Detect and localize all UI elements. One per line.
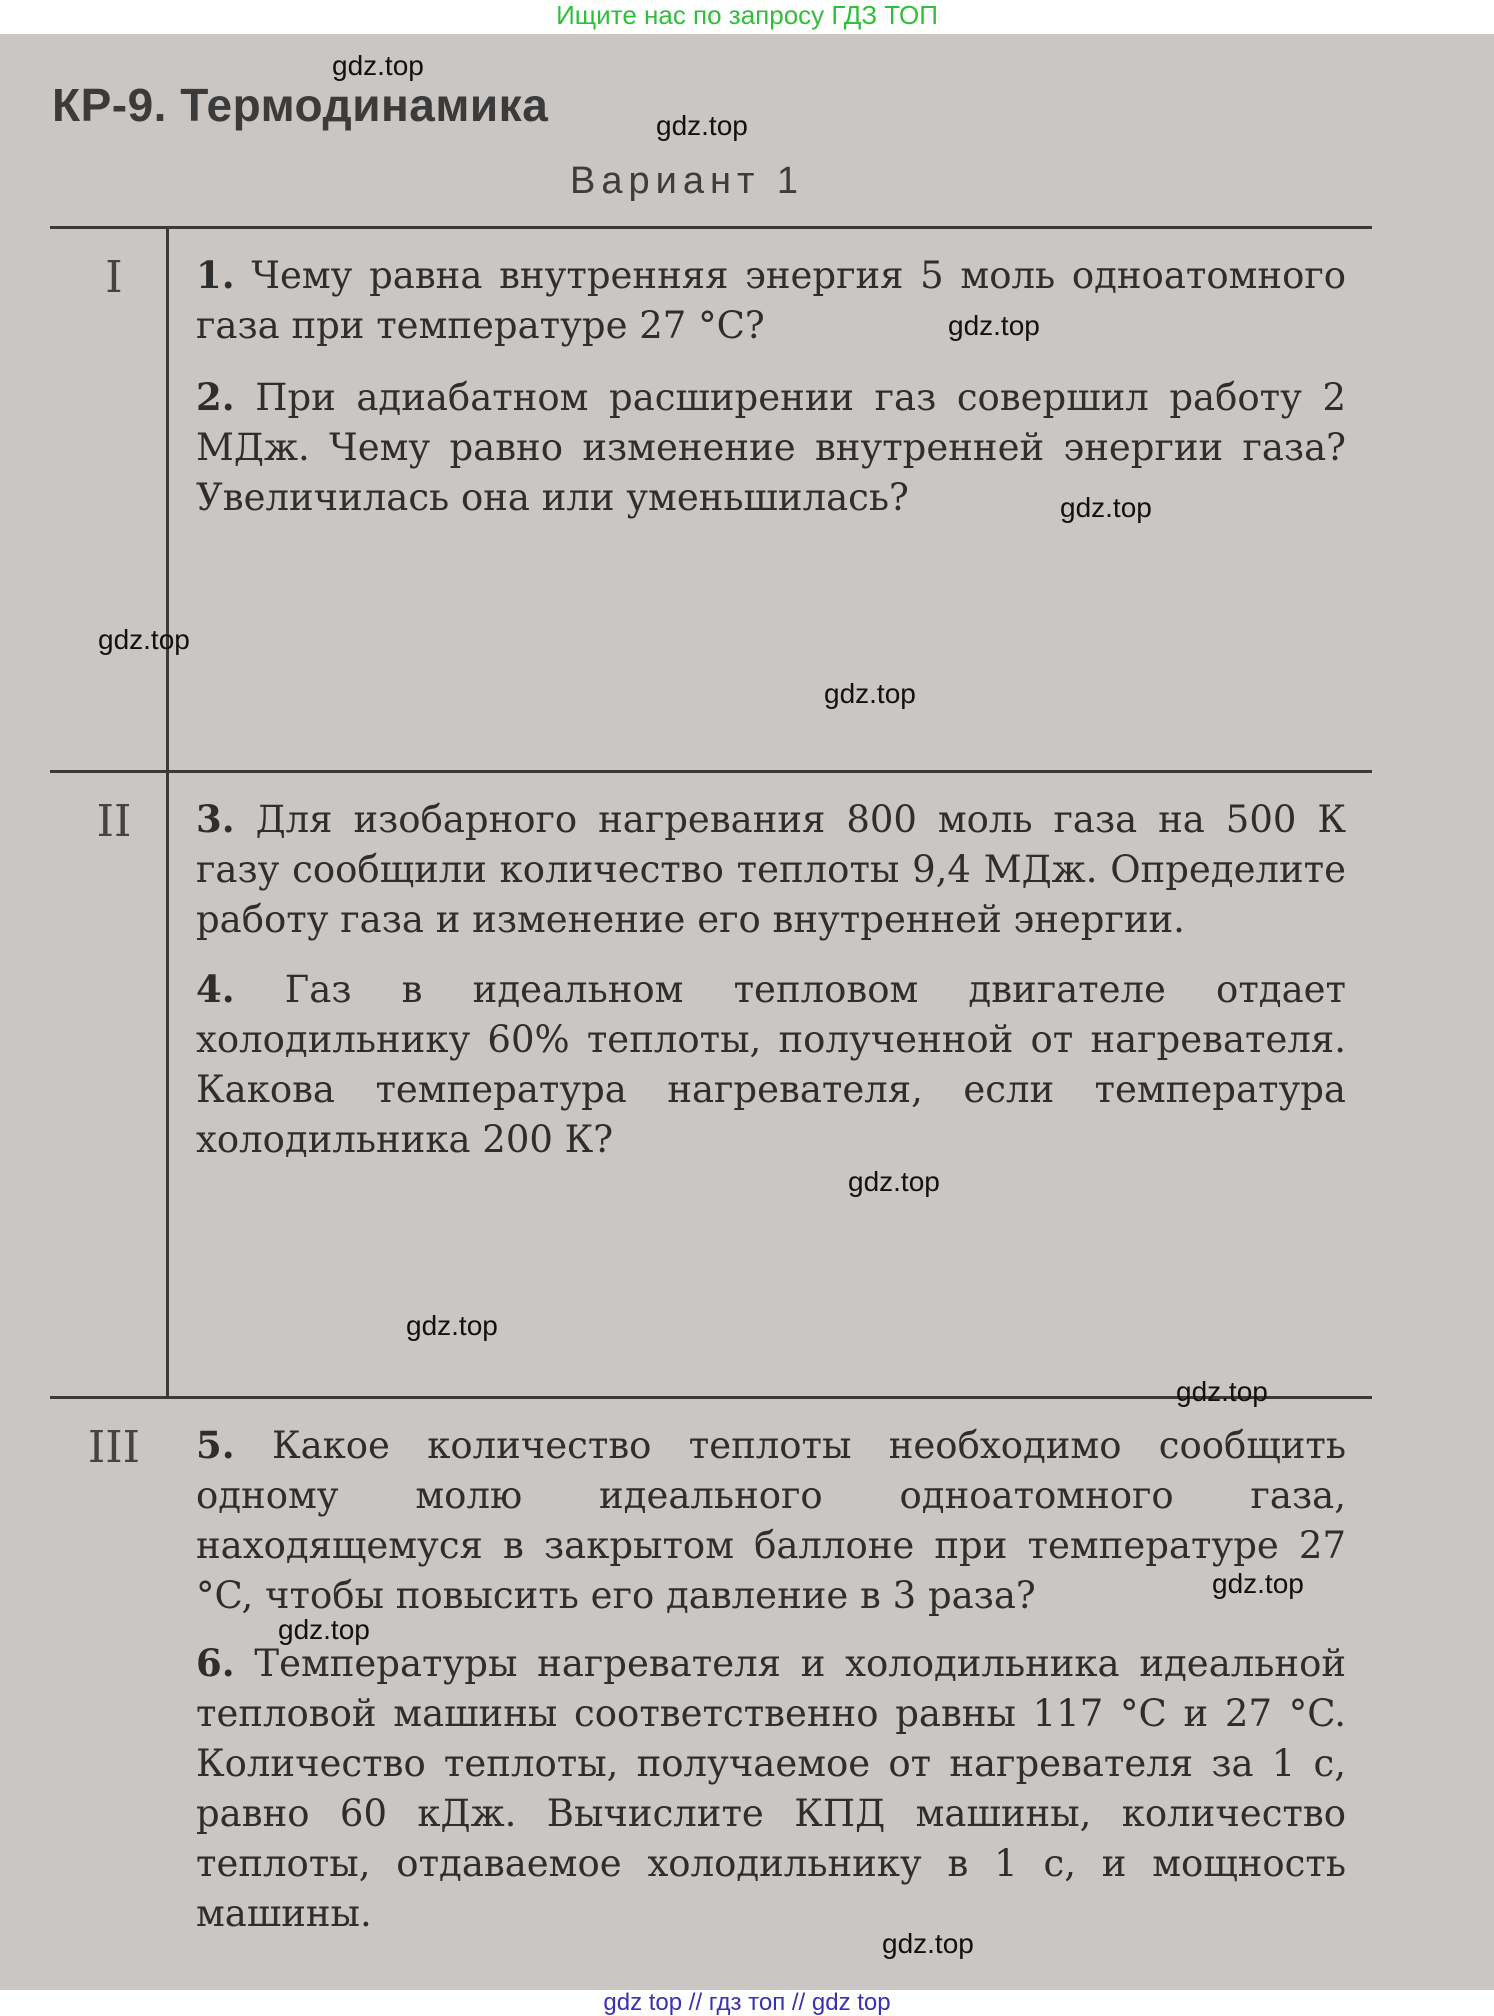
section-number: III bbox=[87, 1422, 141, 1473]
task-text: Газ в идеальном тепловом двигателе отдает холодильнику 60% теплоты, полученной от нагревателя. Какова температура нагревателя, если температура холодильника 200 К? bbox=[196, 968, 1347, 1161]
page-title: КР-9. Термодинамика bbox=[52, 79, 549, 131]
task-text: При адиабатном расширении газ совершил работу 2 МДж. Чему равно изменение внутренней энергии газа? Увеличилась она или уменьшилась? bbox=[196, 376, 1346, 519]
task-6 bbox=[196, 1638, 1346, 1939]
watermark: gdz.top bbox=[278, 1614, 370, 1645]
watermark: gdz.top bbox=[848, 1166, 940, 1197]
task-text: Температуры нагревателя и холодильника идеальной тепловой машины соответственно равны 117 °C и 27 °C. Количество теплоты, получаемое от нагревателя за 1 с, равно 60 кДж. Вычислите КПД машины, количество теплоты, отдаваемое холодильнику в 1 с, и мощность машины. bbox=[196, 1642, 1347, 1935]
variant-heading: Вариант 1 bbox=[570, 160, 805, 202]
task-text: Для изобарного нагревания 800 моль газа на 500 К газу сообщили количество теплоты 9,4 МДж. Определите работу газа и изменение его внутренней энергии. bbox=[196, 798, 1347, 941]
bottom-footer: gdz top // гдз топ // gdz top bbox=[603, 1989, 891, 2016]
task-number: 5. bbox=[196, 1423, 235, 1467]
task-5 bbox=[196, 1420, 1346, 1621]
column-rule bbox=[166, 226, 169, 1398]
watermark: gdz.top bbox=[824, 678, 916, 709]
task-number: 6. bbox=[196, 1641, 235, 1685]
watermark: gdz.top bbox=[332, 50, 424, 81]
section-number: I bbox=[105, 252, 123, 303]
task-number: 1. bbox=[196, 253, 235, 297]
task-text: Чему равна внутренняя энергия 5 моль одноатомного газа при температуре 27 °C? bbox=[196, 254, 1347, 347]
task-number: 4. bbox=[196, 967, 235, 1011]
task-number: 2. bbox=[196, 375, 235, 419]
table-top-rule bbox=[50, 226, 1372, 229]
task-4 bbox=[196, 964, 1346, 1165]
watermark: gdz.top bbox=[948, 310, 1040, 341]
top-banner: Ищите нас по запросу ГДЗ ТОП bbox=[556, 0, 938, 30]
watermark: gdz.top bbox=[1212, 1568, 1304, 1599]
task-number: 3. bbox=[196, 797, 235, 841]
watermark: gdz.top bbox=[1176, 1376, 1268, 1407]
task-3 bbox=[196, 794, 1346, 945]
section-number: II bbox=[96, 796, 132, 847]
task-2 bbox=[196, 372, 1346, 523]
watermark: gdz.top bbox=[656, 110, 748, 141]
watermark: gdz.top bbox=[406, 1310, 498, 1341]
watermark: gdz.top bbox=[1060, 492, 1152, 523]
textbook-page bbox=[0, 34, 1494, 1990]
task-text: Какое количество теплоты необходимо сообщить одному молю идеального одноатомного газа, находящемуся в закрытом баллоне при температуре 27 °C, чтобы повысить его давление в 3 раза? bbox=[196, 1424, 1346, 1617]
task-1 bbox=[196, 250, 1346, 351]
section-divider-2 bbox=[50, 1396, 1372, 1399]
section-divider-1 bbox=[50, 770, 1372, 773]
watermark: gdz.top bbox=[882, 1928, 974, 1959]
watermark: gdz.top bbox=[98, 624, 190, 655]
